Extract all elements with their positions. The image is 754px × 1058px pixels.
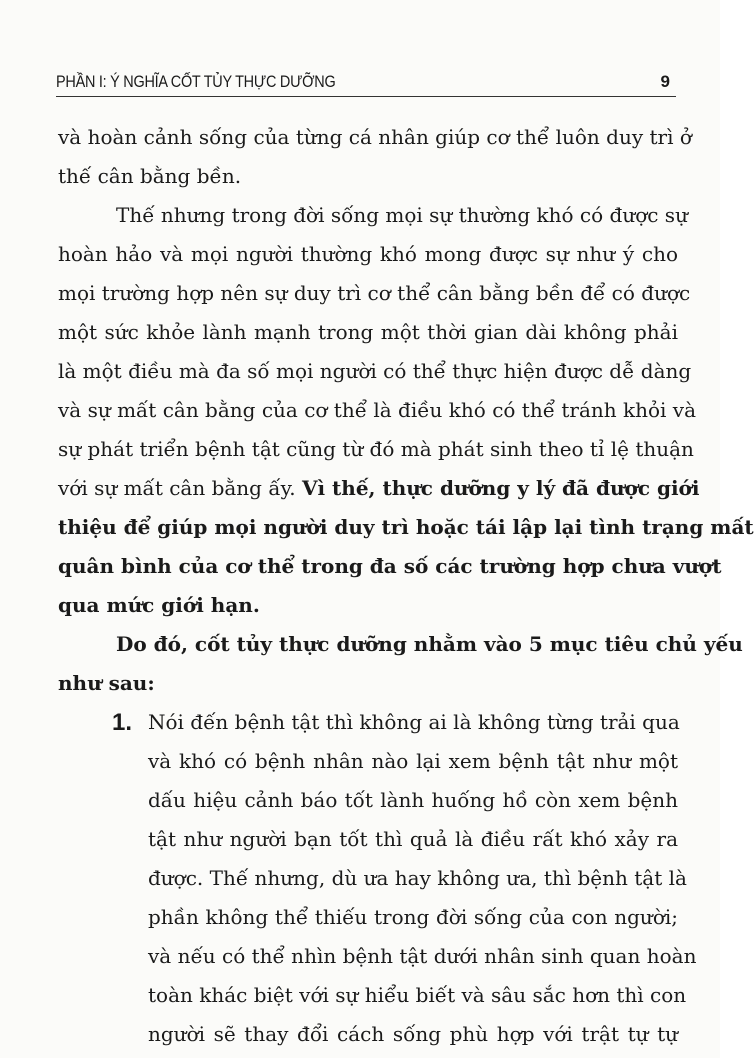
bold-text-line: [58, 625, 743, 664]
text-normal: với sự mất cân bằng ấy.: [58, 476, 302, 500]
text-line: và hoàn cảnh sống của từng cá nhân giúp cơ thể luôn duy trì ở: [58, 125, 692, 149]
text-bold: Vì thế, thực dưỡng y lý đã được giới: [301, 476, 700, 500]
text-line: hoàn hảo và mọi người thường khó mong được sự như ý cho: [58, 242, 678, 266]
text-bold: quân bình của cơ thể trong đa số các trường hợp chưa vượt: [58, 554, 722, 578]
text-line: người sẽ thay đổi cách sống phù hợp với trật tự tự: [148, 1022, 678, 1046]
text-line: và sự mất cân bằng của cơ thể là điều khó có thể tránh khỏi và: [58, 398, 697, 422]
text-line: và nếu có thể nhìn bệnh tật dưới nhân sinh quan hoàn: [148, 944, 697, 968]
text-line: Nói đến bệnh tật thì không ai là không từng trải qua: [148, 710, 680, 734]
running-header: [56, 68, 676, 97]
list-item: [58, 703, 697, 1054]
text-line: thế cân bằng bền.: [58, 164, 242, 188]
text-line: là một điều mà đa số mọi người có thể thực hiện được dễ dàng: [58, 359, 692, 383]
text-line: một sức khỏe lành mạnh trong một thời gian dài không phải: [58, 320, 678, 344]
text-line: Thế nhưng trong đời sống mọi sự thường khó có được sự: [116, 203, 688, 227]
bold-text-line: [58, 664, 678, 703]
text-bold: qua mức giới hạn.: [58, 593, 260, 617]
body-text: [58, 118, 754, 1054]
text-line: và khó có bệnh nhân nào lại xem bệnh tật như một: [148, 749, 678, 773]
text-line: mọi trường hợp nên sự duy trì cơ thể cân bằng bền để có được: [58, 281, 691, 305]
text-line: dấu hiệu cảnh báo tốt lành huống hồ còn xem bệnh: [148, 788, 678, 812]
text-line: phần không thể thiếu trong đời sống của con người;: [148, 905, 678, 929]
bold-text-line: [58, 547, 722, 586]
mixed-text-line: [58, 469, 700, 508]
page-number: 9: [660, 72, 670, 91]
text-bold: Do đó, cốt tủy thực dưỡng nhằm vào 5 mục tiêu chủ yếu: [116, 632, 743, 656]
text-line: tật như người bạn tốt thì quả là điều rất khó xảy ra: [148, 827, 678, 851]
chapter-title: PHẦN I: Ý NGHĨA CỐT TỦY THỰC DƯỠNG: [56, 72, 336, 91]
text-line: toàn khác biệt với sự hiểu biết và sâu sắc hơn thì con: [148, 983, 687, 1007]
text-line: được. Thế nhưng, dù ưa hay không ưa, thì bệnh tật là: [148, 866, 687, 890]
text-line: sự phát triển bệnh tật cũng từ đó mà phát sinh theo tỉ lệ thuận: [58, 437, 694, 461]
text-bold: thiệu để giúp mọi người duy trì hoặc tái lập lại tình trạng mất: [58, 515, 754, 539]
text-bold: như sau:: [58, 671, 155, 695]
list-number: 1.: [112, 709, 133, 736]
bold-text-line: [58, 586, 678, 625]
bold-text-line: [58, 508, 754, 547]
